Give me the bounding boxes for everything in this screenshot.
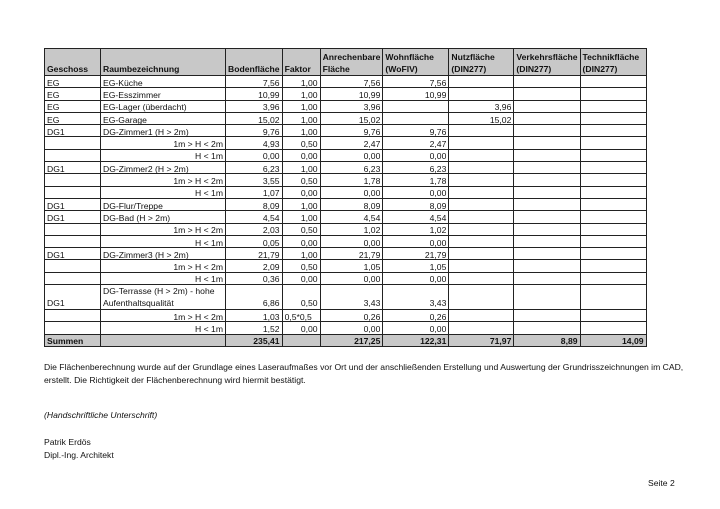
cell-geschoss: EG — [45, 76, 101, 88]
cell-geschoss — [45, 223, 101, 235]
cell-wohnflaeche: 3,43 — [383, 285, 449, 310]
area-calculation-table — [44, 48, 647, 347]
cell-bodenflaeche: 1,07 — [226, 186, 283, 198]
cell-bodenflaeche: 2,03 — [226, 223, 283, 235]
cell-bodenflaeche: 6,23 — [226, 162, 283, 174]
cell-faktor: 1,00 — [282, 198, 320, 210]
cell-technikflaeche — [580, 211, 646, 223]
cell-wohnflaeche: 0,00 — [383, 149, 449, 161]
cell-wohnflaeche: 21,79 — [383, 248, 449, 260]
cell-wohnflaeche: 10,99 — [383, 88, 449, 100]
cell-technikflaeche — [580, 137, 646, 149]
cell-bodenflaeche: 1,52 — [226, 322, 283, 334]
cell-nutzflaeche — [449, 322, 514, 334]
sum-raumbezeichnung — [101, 334, 226, 346]
cell-anrechenbare-flaeche: 1,05 — [320, 260, 383, 272]
cell-anrechenbare-flaeche: 1,02 — [320, 223, 383, 235]
cell-technikflaeche — [580, 198, 646, 210]
table-row — [45, 248, 647, 260]
cell-bodenflaeche: 0,36 — [226, 272, 283, 284]
cell-wohnflaeche — [383, 112, 449, 124]
cell-anrechenbare-flaeche: 0,00 — [320, 149, 383, 161]
cell-wohnflaeche: 0,00 — [383, 186, 449, 198]
signatory-name: Patrik Erdös — [44, 437, 91, 447]
cell-geschoss — [45, 149, 101, 161]
cell-nutzflaeche — [449, 88, 514, 100]
cell-nutzflaeche: 3,96 — [449, 100, 514, 112]
cell-bodenflaeche: 8,09 — [226, 198, 283, 210]
cell-geschoss: DG1 — [45, 211, 101, 223]
cell-geschoss — [45, 322, 101, 334]
cell-raumbezeichnung: DG-Terrasse (H > 2m) - hohe Aufenthaltsqualität — [101, 285, 226, 310]
cell-raumbezeichnung: EG-Esszimmer — [101, 88, 226, 100]
cell-verkehrsflaeche — [514, 100, 580, 112]
cell-verkehrsflaeche — [514, 76, 580, 88]
table-row — [45, 125, 647, 137]
table-row — [45, 112, 647, 124]
cell-technikflaeche — [580, 310, 646, 322]
cell-nutzflaeche — [449, 235, 514, 247]
table-row — [45, 198, 647, 210]
cell-verkehrsflaeche — [514, 162, 580, 174]
cell-faktor: 0,50 — [282, 174, 320, 186]
header-raumbezeichnung: Raumbezeichnung — [101, 49, 226, 76]
cell-anrechenbare-flaeche: 10,99 — [320, 88, 383, 100]
table-row — [45, 137, 647, 149]
cell-geschoss: DG1 — [45, 198, 101, 210]
certification-paragraph: Die Flächenberechnung wurde auf der Grundlage eines Laseraufmaßes vor Ort und der anschließenden Erstellung und Auswertung der Grundrisszeichnungen im CAD, erstellt. Die Richtigkeit der Flächenberechnung wird hiermit bestätigt. — [44, 362, 684, 385]
cell-bodenflaeche: 3,96 — [226, 100, 283, 112]
cell-technikflaeche — [580, 248, 646, 260]
cell-technikflaeche — [580, 235, 646, 247]
cell-wohnflaeche: 8,09 — [383, 198, 449, 210]
cell-raumbezeichnung: DG-Bad (H > 2m) — [101, 211, 226, 223]
cell-geschoss — [45, 235, 101, 247]
table-row — [45, 285, 647, 310]
cell-nutzflaeche — [449, 248, 514, 260]
cell-raumbezeichnung: 1m > H < 2m — [101, 223, 226, 235]
cell-faktor: 0,00 — [282, 322, 320, 334]
cell-verkehrsflaeche — [514, 235, 580, 247]
cell-nutzflaeche — [449, 211, 514, 223]
header-technikflaeche: Technikfläche (DIN277) — [580, 49, 646, 76]
cell-anrechenbare-flaeche: 0,00 — [320, 272, 383, 284]
cell-raumbezeichnung: DG-Zimmer3 (H > 2m) — [101, 248, 226, 260]
cell-verkehrsflaeche — [514, 260, 580, 272]
cell-wohnflaeche: 1,02 — [383, 223, 449, 235]
cell-bodenflaeche: 10,99 — [226, 88, 283, 100]
signatory-title: Dipl.-Ing. Architekt — [44, 449, 114, 460]
table-row — [45, 149, 647, 161]
cell-bodenflaeche: 3,55 — [226, 174, 283, 186]
cell-wohnflaeche: 0,00 — [383, 235, 449, 247]
cell-verkehrsflaeche — [514, 198, 580, 210]
header-nutzflaeche: Nutzfläche (DIN277) — [449, 49, 514, 76]
cell-geschoss — [45, 174, 101, 186]
cell-anrechenbare-flaeche: 3,96 — [320, 100, 383, 112]
cell-nutzflaeche — [449, 260, 514, 272]
cell-anrechenbare-flaeche: 2,47 — [320, 137, 383, 149]
table-row — [45, 260, 647, 272]
cell-geschoss: EG — [45, 112, 101, 124]
cell-geschoss — [45, 137, 101, 149]
table-header-row — [45, 49, 647, 76]
table-row — [45, 88, 647, 100]
cell-nutzflaeche — [449, 125, 514, 137]
header-wohnflaeche: Wohnfläche (WoFlV) — [383, 49, 449, 76]
cell-verkehrsflaeche — [514, 223, 580, 235]
header-geschoss: Geschoss — [45, 49, 101, 76]
cell-technikflaeche — [580, 285, 646, 310]
cell-nutzflaeche — [449, 162, 514, 174]
sum-wohnflaeche: 122,31 — [383, 334, 449, 346]
table-row — [45, 211, 647, 223]
sum-faktor — [282, 334, 320, 346]
cell-nutzflaeche — [449, 149, 514, 161]
cell-technikflaeche — [580, 272, 646, 284]
cell-raumbezeichnung: DG-Zimmer2 (H > 2m) — [101, 162, 226, 174]
cell-technikflaeche — [580, 112, 646, 124]
cell-technikflaeche — [580, 260, 646, 272]
cell-faktor: 0,00 — [282, 235, 320, 247]
header-faktor: Faktor — [282, 49, 320, 76]
cell-wohnflaeche: 0,00 — [383, 322, 449, 334]
cell-nutzflaeche — [449, 285, 514, 310]
sum-bodenflaeche: 235,41 — [226, 334, 283, 346]
cell-bodenflaeche: 6,86 — [226, 285, 283, 310]
signature-block — [44, 436, 114, 461]
cell-bodenflaeche: 9,76 — [226, 125, 283, 137]
cell-bodenflaeche: 2,09 — [226, 260, 283, 272]
cell-geschoss — [45, 272, 101, 284]
cell-verkehrsflaeche — [514, 186, 580, 198]
cell-bodenflaeche: 0,00 — [226, 149, 283, 161]
cell-verkehrsflaeche — [514, 211, 580, 223]
cell-raumbezeichnung: 1m > H < 2m — [101, 174, 226, 186]
cell-verkehrsflaeche — [514, 285, 580, 310]
table-row — [45, 272, 647, 284]
cell-raumbezeichnung: H < 1m — [101, 149, 226, 161]
cell-anrechenbare-flaeche: 3,43 — [320, 285, 383, 310]
signature-note: (Handschriftliche Unterschrift) — [44, 410, 158, 420]
cell-faktor: 1,00 — [282, 125, 320, 137]
cell-faktor: 0,5*0,5 — [282, 310, 320, 322]
cell-anrechenbare-flaeche: 8,09 — [320, 198, 383, 210]
cell-nutzflaeche — [449, 76, 514, 88]
cell-geschoss — [45, 310, 101, 322]
cell-geschoss: DG1 — [45, 162, 101, 174]
cell-geschoss: EG — [45, 88, 101, 100]
cell-verkehrsflaeche — [514, 174, 580, 186]
cell-bodenflaeche: 15,02 — [226, 112, 283, 124]
cell-bodenflaeche: 0,05 — [226, 235, 283, 247]
cell-verkehrsflaeche — [514, 310, 580, 322]
header-anrechenbare-flaeche: Anrechenbare Fläche — [320, 49, 383, 76]
cell-faktor: 0,50 — [282, 260, 320, 272]
cell-verkehrsflaeche — [514, 137, 580, 149]
cell-technikflaeche — [580, 322, 646, 334]
cell-nutzflaeche — [449, 223, 514, 235]
cell-wohnflaeche: 1,78 — [383, 174, 449, 186]
cell-anrechenbare-flaeche: 0,00 — [320, 322, 383, 334]
cell-wohnflaeche: 7,56 — [383, 76, 449, 88]
cell-nutzflaeche — [449, 310, 514, 322]
cell-nutzflaeche — [449, 272, 514, 284]
cell-verkehrsflaeche — [514, 125, 580, 137]
cell-anrechenbare-flaeche: 1,78 — [320, 174, 383, 186]
cell-anrechenbare-flaeche: 4,54 — [320, 211, 383, 223]
cell-faktor: 1,00 — [282, 211, 320, 223]
cell-raumbezeichnung: H < 1m — [101, 235, 226, 247]
cell-technikflaeche — [580, 88, 646, 100]
cell-wohnflaeche: 4,54 — [383, 211, 449, 223]
cell-wohnflaeche: 0,00 — [383, 272, 449, 284]
cell-faktor: 1,00 — [282, 112, 320, 124]
cell-technikflaeche — [580, 125, 646, 137]
cell-faktor: 1,00 — [282, 76, 320, 88]
cell-wohnflaeche: 2,47 — [383, 137, 449, 149]
cell-technikflaeche — [580, 174, 646, 186]
cell-nutzflaeche: 15,02 — [449, 112, 514, 124]
table-row — [45, 322, 647, 334]
cell-geschoss: DG1 — [45, 285, 101, 310]
sum-technikflaeche: 14,09 — [580, 334, 646, 346]
cell-anrechenbare-flaeche: 0,26 — [320, 310, 383, 322]
cell-geschoss — [45, 260, 101, 272]
cell-verkehrsflaeche — [514, 112, 580, 124]
cell-anrechenbare-flaeche: 21,79 — [320, 248, 383, 260]
header-verkehrsflaeche: Verkehrsfläche (DIN277) — [514, 49, 580, 76]
sum-nutzflaeche: 71,97 — [449, 334, 514, 346]
cell-faktor: 0,00 — [282, 272, 320, 284]
header-bodenflaeche: Bodenfläche — [226, 49, 283, 76]
cell-raumbezeichnung: H < 1m — [101, 322, 226, 334]
cell-geschoss — [45, 186, 101, 198]
cell-wohnflaeche: 9,76 — [383, 125, 449, 137]
cell-bodenflaeche: 4,93 — [226, 137, 283, 149]
cell-nutzflaeche — [449, 198, 514, 210]
cell-anrechenbare-flaeche: 7,56 — [320, 76, 383, 88]
cell-raumbezeichnung: EG-Garage — [101, 112, 226, 124]
cell-anrechenbare-flaeche: 6,23 — [320, 162, 383, 174]
cell-verkehrsflaeche — [514, 322, 580, 334]
cell-bodenflaeche: 1,03 — [226, 310, 283, 322]
cell-faktor: 0,50 — [282, 285, 320, 310]
cell-technikflaeche — [580, 149, 646, 161]
sum-label: Summen — [45, 334, 101, 346]
cell-wohnflaeche: 0,26 — [383, 310, 449, 322]
cell-nutzflaeche — [449, 137, 514, 149]
table-row — [45, 174, 647, 186]
cell-anrechenbare-flaeche: 15,02 — [320, 112, 383, 124]
cell-raumbezeichnung: 1m > H < 2m — [101, 260, 226, 272]
cell-bodenflaeche: 7,56 — [226, 76, 283, 88]
cell-anrechenbare-flaeche: 0,00 — [320, 235, 383, 247]
table-row — [45, 186, 647, 198]
cell-raumbezeichnung: DG-Zimmer1 (H > 2m) — [101, 125, 226, 137]
cell-faktor: 1,00 — [282, 248, 320, 260]
cell-geschoss: DG1 — [45, 125, 101, 137]
cell-wohnflaeche: 6,23 — [383, 162, 449, 174]
cell-technikflaeche — [580, 100, 646, 112]
page-number: Seite 2 — [648, 478, 675, 488]
cell-verkehrsflaeche — [514, 149, 580, 161]
cell-faktor: 0,00 — [282, 186, 320, 198]
cell-faktor: 1,00 — [282, 162, 320, 174]
cell-raumbezeichnung: EG-Lager (überdacht) — [101, 100, 226, 112]
cell-technikflaeche — [580, 186, 646, 198]
sum-row — [45, 334, 647, 346]
cell-raumbezeichnung: DG-Flur/Treppe — [101, 198, 226, 210]
cell-faktor: 1,00 — [282, 100, 320, 112]
cell-raumbezeichnung: 1m > H < 2m — [101, 310, 226, 322]
table-row — [45, 223, 647, 235]
cell-verkehrsflaeche — [514, 248, 580, 260]
cell-faktor: 0,50 — [282, 223, 320, 235]
cell-technikflaeche — [580, 223, 646, 235]
cell-raumbezeichnung: 1m > H < 2m — [101, 137, 226, 149]
table-row — [45, 310, 647, 322]
cell-bodenflaeche: 4,54 — [226, 211, 283, 223]
cell-raumbezeichnung: H < 1m — [101, 186, 226, 198]
cell-geschoss: EG — [45, 100, 101, 112]
table-row — [45, 162, 647, 174]
cell-bodenflaeche: 21,79 — [226, 248, 283, 260]
table-row — [45, 76, 647, 88]
cell-wohnflaeche — [383, 100, 449, 112]
cell-technikflaeche — [580, 76, 646, 88]
cell-nutzflaeche — [449, 174, 514, 186]
cell-faktor: 0,00 — [282, 149, 320, 161]
cell-faktor: 1,00 — [282, 88, 320, 100]
cell-verkehrsflaeche — [514, 272, 580, 284]
cell-wohnflaeche: 1,05 — [383, 260, 449, 272]
cell-anrechenbare-flaeche: 9,76 — [320, 125, 383, 137]
cell-faktor: 0,50 — [282, 137, 320, 149]
cell-technikflaeche — [580, 162, 646, 174]
sum-anrechenbare-flaeche: 217,25 — [320, 334, 383, 346]
table-row — [45, 100, 647, 112]
cell-geschoss: DG1 — [45, 248, 101, 260]
cell-verkehrsflaeche — [514, 88, 580, 100]
table-row — [45, 235, 647, 247]
cell-nutzflaeche — [449, 186, 514, 198]
sum-verkehrsflaeche: 8,89 — [514, 334, 580, 346]
cell-anrechenbare-flaeche: 0,00 — [320, 186, 383, 198]
cell-raumbezeichnung: H < 1m — [101, 272, 226, 284]
cell-raumbezeichnung: EG-Küche — [101, 76, 226, 88]
